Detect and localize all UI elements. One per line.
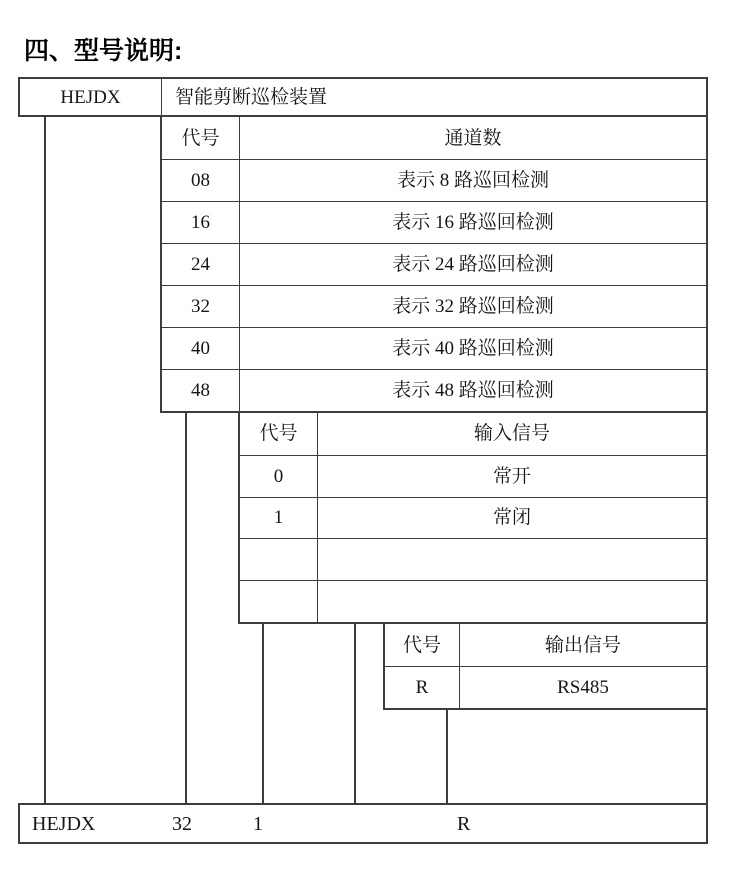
example-code-row xyxy=(18,803,708,844)
input-label xyxy=(318,581,706,622)
input-code-header: 代号 xyxy=(240,413,318,455)
connector-line-right-edge xyxy=(706,710,708,803)
channel-row xyxy=(162,243,706,285)
page-title: 四、型号说明: xyxy=(24,37,183,65)
input-code: 1 xyxy=(240,498,318,539)
channel-row xyxy=(162,369,706,411)
channel-code: 40 xyxy=(162,328,240,369)
channel-code: 16 xyxy=(162,202,240,243)
output-row xyxy=(385,666,706,708)
channel-table xyxy=(160,115,708,413)
example-channels: 32 xyxy=(172,812,192,835)
channel-row xyxy=(162,159,706,201)
channel-label: 表示 40 路巡回检测 xyxy=(392,338,554,359)
example-input: 1 xyxy=(253,812,263,835)
input-row xyxy=(240,455,706,497)
channel-header-row xyxy=(162,117,706,159)
output-value-header: 输出信号 xyxy=(544,634,621,656)
output-header-row xyxy=(385,624,706,666)
channel-code: 24 xyxy=(162,244,240,285)
input-row-empty xyxy=(240,580,706,622)
input-header-row xyxy=(240,413,706,455)
connector-line-output xyxy=(446,710,448,803)
connector-line-model xyxy=(44,117,46,803)
channel-row xyxy=(162,201,706,243)
input-label: 常闭 xyxy=(492,507,531,529)
channel-label: 表示 8 路巡回检测 xyxy=(396,170,549,191)
connector-line-channel xyxy=(185,413,187,803)
channel-code: 32 xyxy=(162,286,240,327)
example-output: R xyxy=(457,812,471,835)
example-model: HEJDX xyxy=(32,812,96,835)
model-header-table xyxy=(18,77,708,117)
channel-label: 表示 24 路巡回检测 xyxy=(392,254,554,275)
input-row-empty xyxy=(240,538,706,580)
channel-label: 表示 32 路巡回检测 xyxy=(392,296,554,317)
output-code-header: 代号 xyxy=(385,624,460,666)
input-label xyxy=(318,539,706,580)
input-signal-table xyxy=(238,411,708,624)
channel-value-header: 通道数 xyxy=(444,127,502,149)
output-code: R xyxy=(385,667,460,708)
input-code xyxy=(240,539,318,580)
output-signal-table xyxy=(383,622,708,710)
input-row xyxy=(240,497,706,539)
channel-row xyxy=(162,285,706,327)
output-label: RS485 xyxy=(557,677,609,698)
model-code-cell: HEJDX xyxy=(20,79,162,115)
input-code: 0 xyxy=(240,456,318,497)
input-value-header: 输入信号 xyxy=(473,423,550,445)
channel-code-header: 代号 xyxy=(162,117,240,159)
channel-code: 08 xyxy=(162,160,240,201)
input-code xyxy=(240,581,318,622)
input-label: 常开 xyxy=(492,465,531,487)
model-description-cell: 智能剪断巡检装置 xyxy=(175,86,328,108)
channel-row xyxy=(162,327,706,369)
channel-label: 表示 16 路巡回检测 xyxy=(392,212,554,233)
connector-line-input xyxy=(262,624,264,803)
channel-code: 48 xyxy=(162,370,240,411)
channel-label: 表示 48 路巡回检测 xyxy=(392,380,554,401)
connector-line-reserved xyxy=(354,624,356,803)
